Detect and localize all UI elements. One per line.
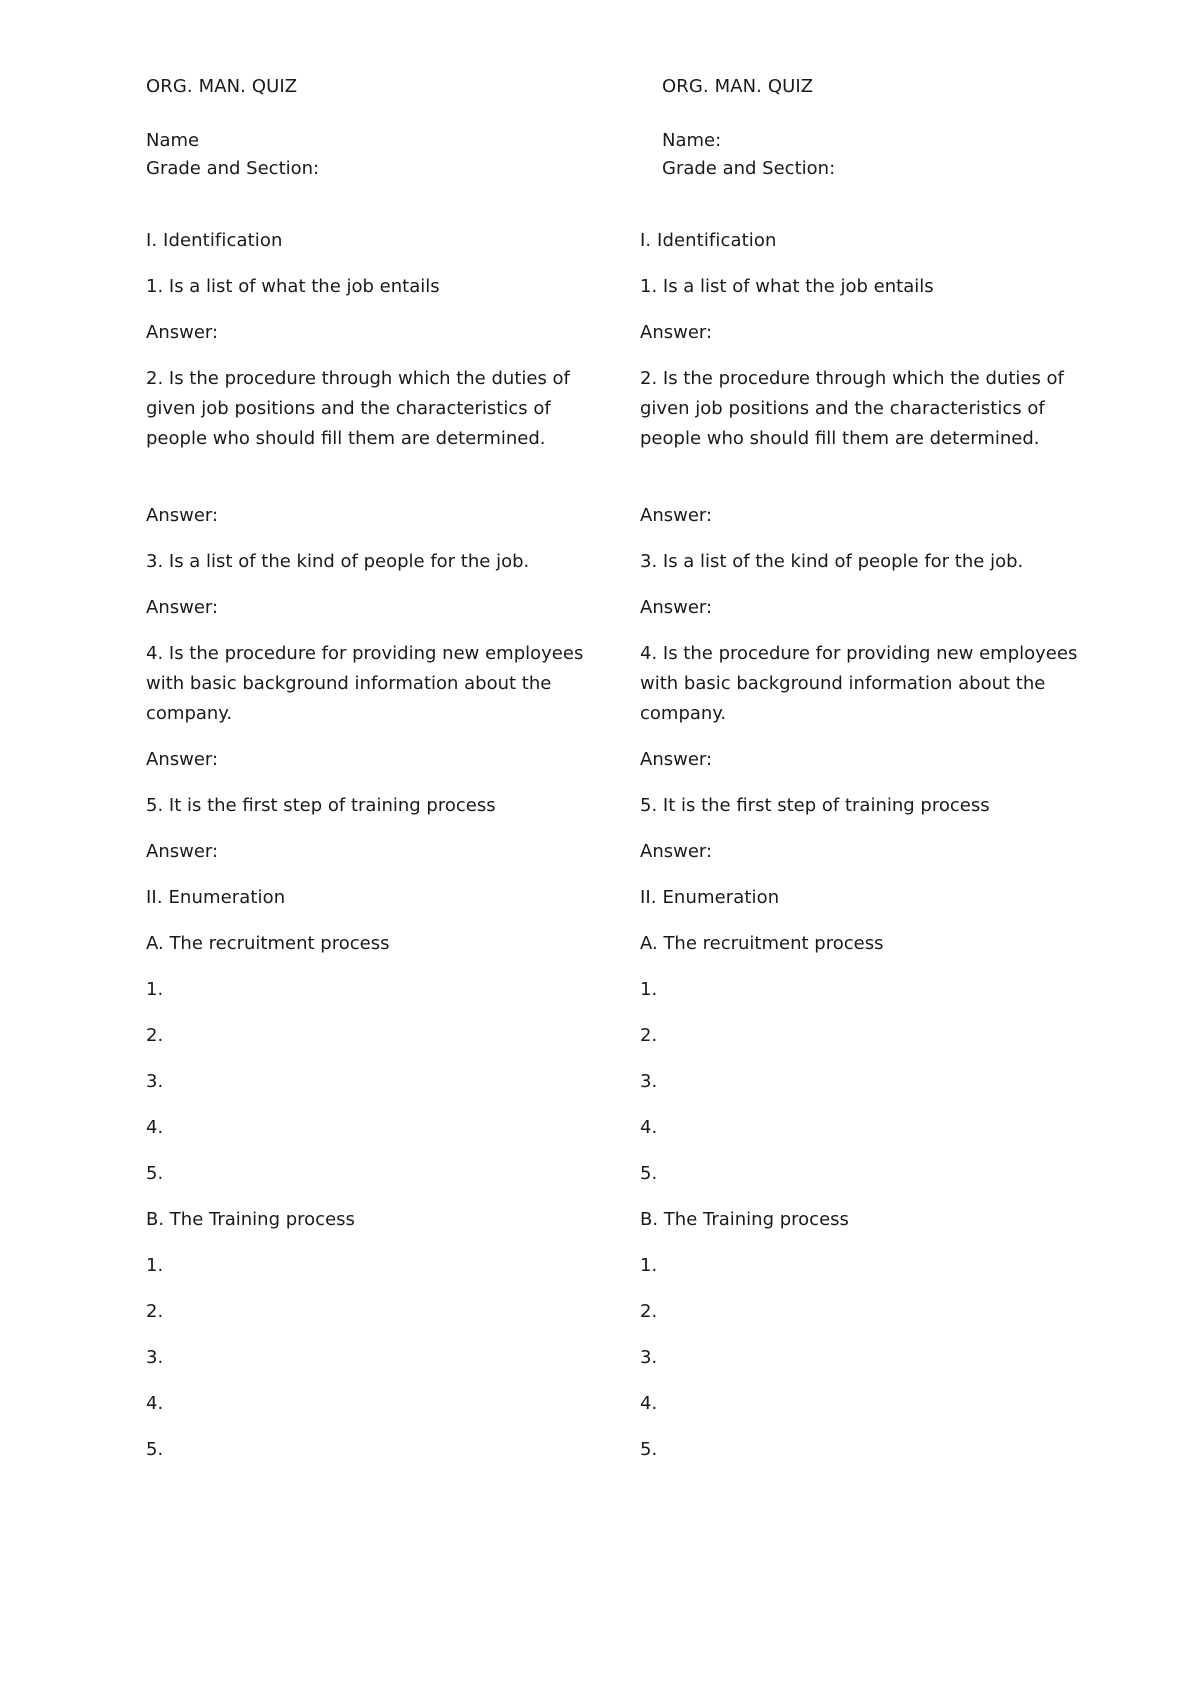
part-b-item-2: 2.	[640, 1301, 658, 1322]
quiz-title: ORG. MAN. QUIZ	[146, 76, 298, 97]
section-identification-heading: I. Identification	[146, 230, 283, 251]
part-b-heading: B. The Training process	[640, 1209, 849, 1230]
answer-2-label: Answer:	[640, 505, 713, 526]
name-label: Name:	[662, 130, 722, 151]
section-identification-heading: I. Identification	[640, 230, 777, 251]
quiz-title: ORG. MAN. QUIZ	[662, 76, 814, 97]
section-enumeration-heading: II. Enumeration	[146, 887, 286, 908]
grade-section-label: Grade and Section:	[662, 158, 836, 179]
answer-5-label: Answer:	[146, 841, 219, 862]
part-a-item-3: 3.	[146, 1071, 164, 1092]
part-a-heading: A. The recruitment process	[146, 933, 390, 954]
part-a-item-2: 2.	[146, 1025, 164, 1046]
part-a-item-5: 5.	[146, 1163, 164, 1184]
name-label: Name	[146, 130, 200, 151]
part-b-item-4: 4.	[146, 1393, 164, 1414]
part-b-item-5: 5.	[146, 1439, 164, 1460]
question-4: 4. Is the procedure for providing new employees with basic background information about the company.	[146, 643, 584, 724]
part-a-item-1: 1.	[146, 979, 164, 1000]
part-a-heading: A. The recruitment process	[640, 933, 884, 954]
answer-3-label: Answer:	[146, 597, 219, 618]
part-b-item-2: 2.	[146, 1301, 164, 1322]
part-b-item-1: 1.	[640, 1255, 658, 1276]
question-5: 5. It is the first step of training process	[640, 795, 990, 816]
answer-4-label: Answer:	[640, 749, 713, 770]
part-b-item-1: 1.	[146, 1255, 164, 1276]
part-a-item-1: 1.	[640, 979, 658, 1000]
answer-4-label: Answer:	[146, 749, 219, 770]
answer-1-label: Answer:	[640, 322, 713, 343]
part-a-item-4: 4.	[640, 1117, 658, 1138]
answer-2-label: Answer:	[146, 505, 219, 526]
part-b-item-3: 3.	[146, 1347, 164, 1368]
part-b-item-3: 3.	[640, 1347, 658, 1368]
part-a-item-4: 4.	[146, 1117, 164, 1138]
part-b-item-5: 5.	[640, 1439, 658, 1460]
answer-1-label: Answer:	[146, 322, 219, 343]
answer-5-label: Answer:	[640, 841, 713, 862]
part-a-item-3: 3.	[640, 1071, 658, 1092]
answer-3-label: Answer:	[640, 597, 713, 618]
question-1: 1. Is a list of what the job entails	[640, 276, 934, 297]
grade-section-label: Grade and Section:	[146, 158, 320, 179]
question-2: 2. Is the procedure through which the duties of given job positions and the characteristics of people who should fill them are determined.	[640, 368, 1064, 449]
part-b-item-4: 4.	[640, 1393, 658, 1414]
question-5: 5. It is the first step of training process	[146, 795, 496, 816]
question-2: 2. Is the procedure through which the duties of given job positions and the characteristics of people who should fill them are determined.	[146, 368, 570, 449]
part-a-item-5: 5.	[640, 1163, 658, 1184]
part-a-item-2: 2.	[640, 1025, 658, 1046]
question-4: 4. Is the procedure for providing new employees with basic background information about the company.	[640, 643, 1078, 724]
question-3: 3. Is a list of the kind of people for the job.	[640, 551, 1024, 572]
part-b-heading: B. The Training process	[146, 1209, 355, 1230]
section-enumeration-heading: II. Enumeration	[640, 887, 780, 908]
question-1: 1. Is a list of what the job entails	[146, 276, 440, 297]
question-3: 3. Is a list of the kind of people for the job.	[146, 551, 530, 572]
